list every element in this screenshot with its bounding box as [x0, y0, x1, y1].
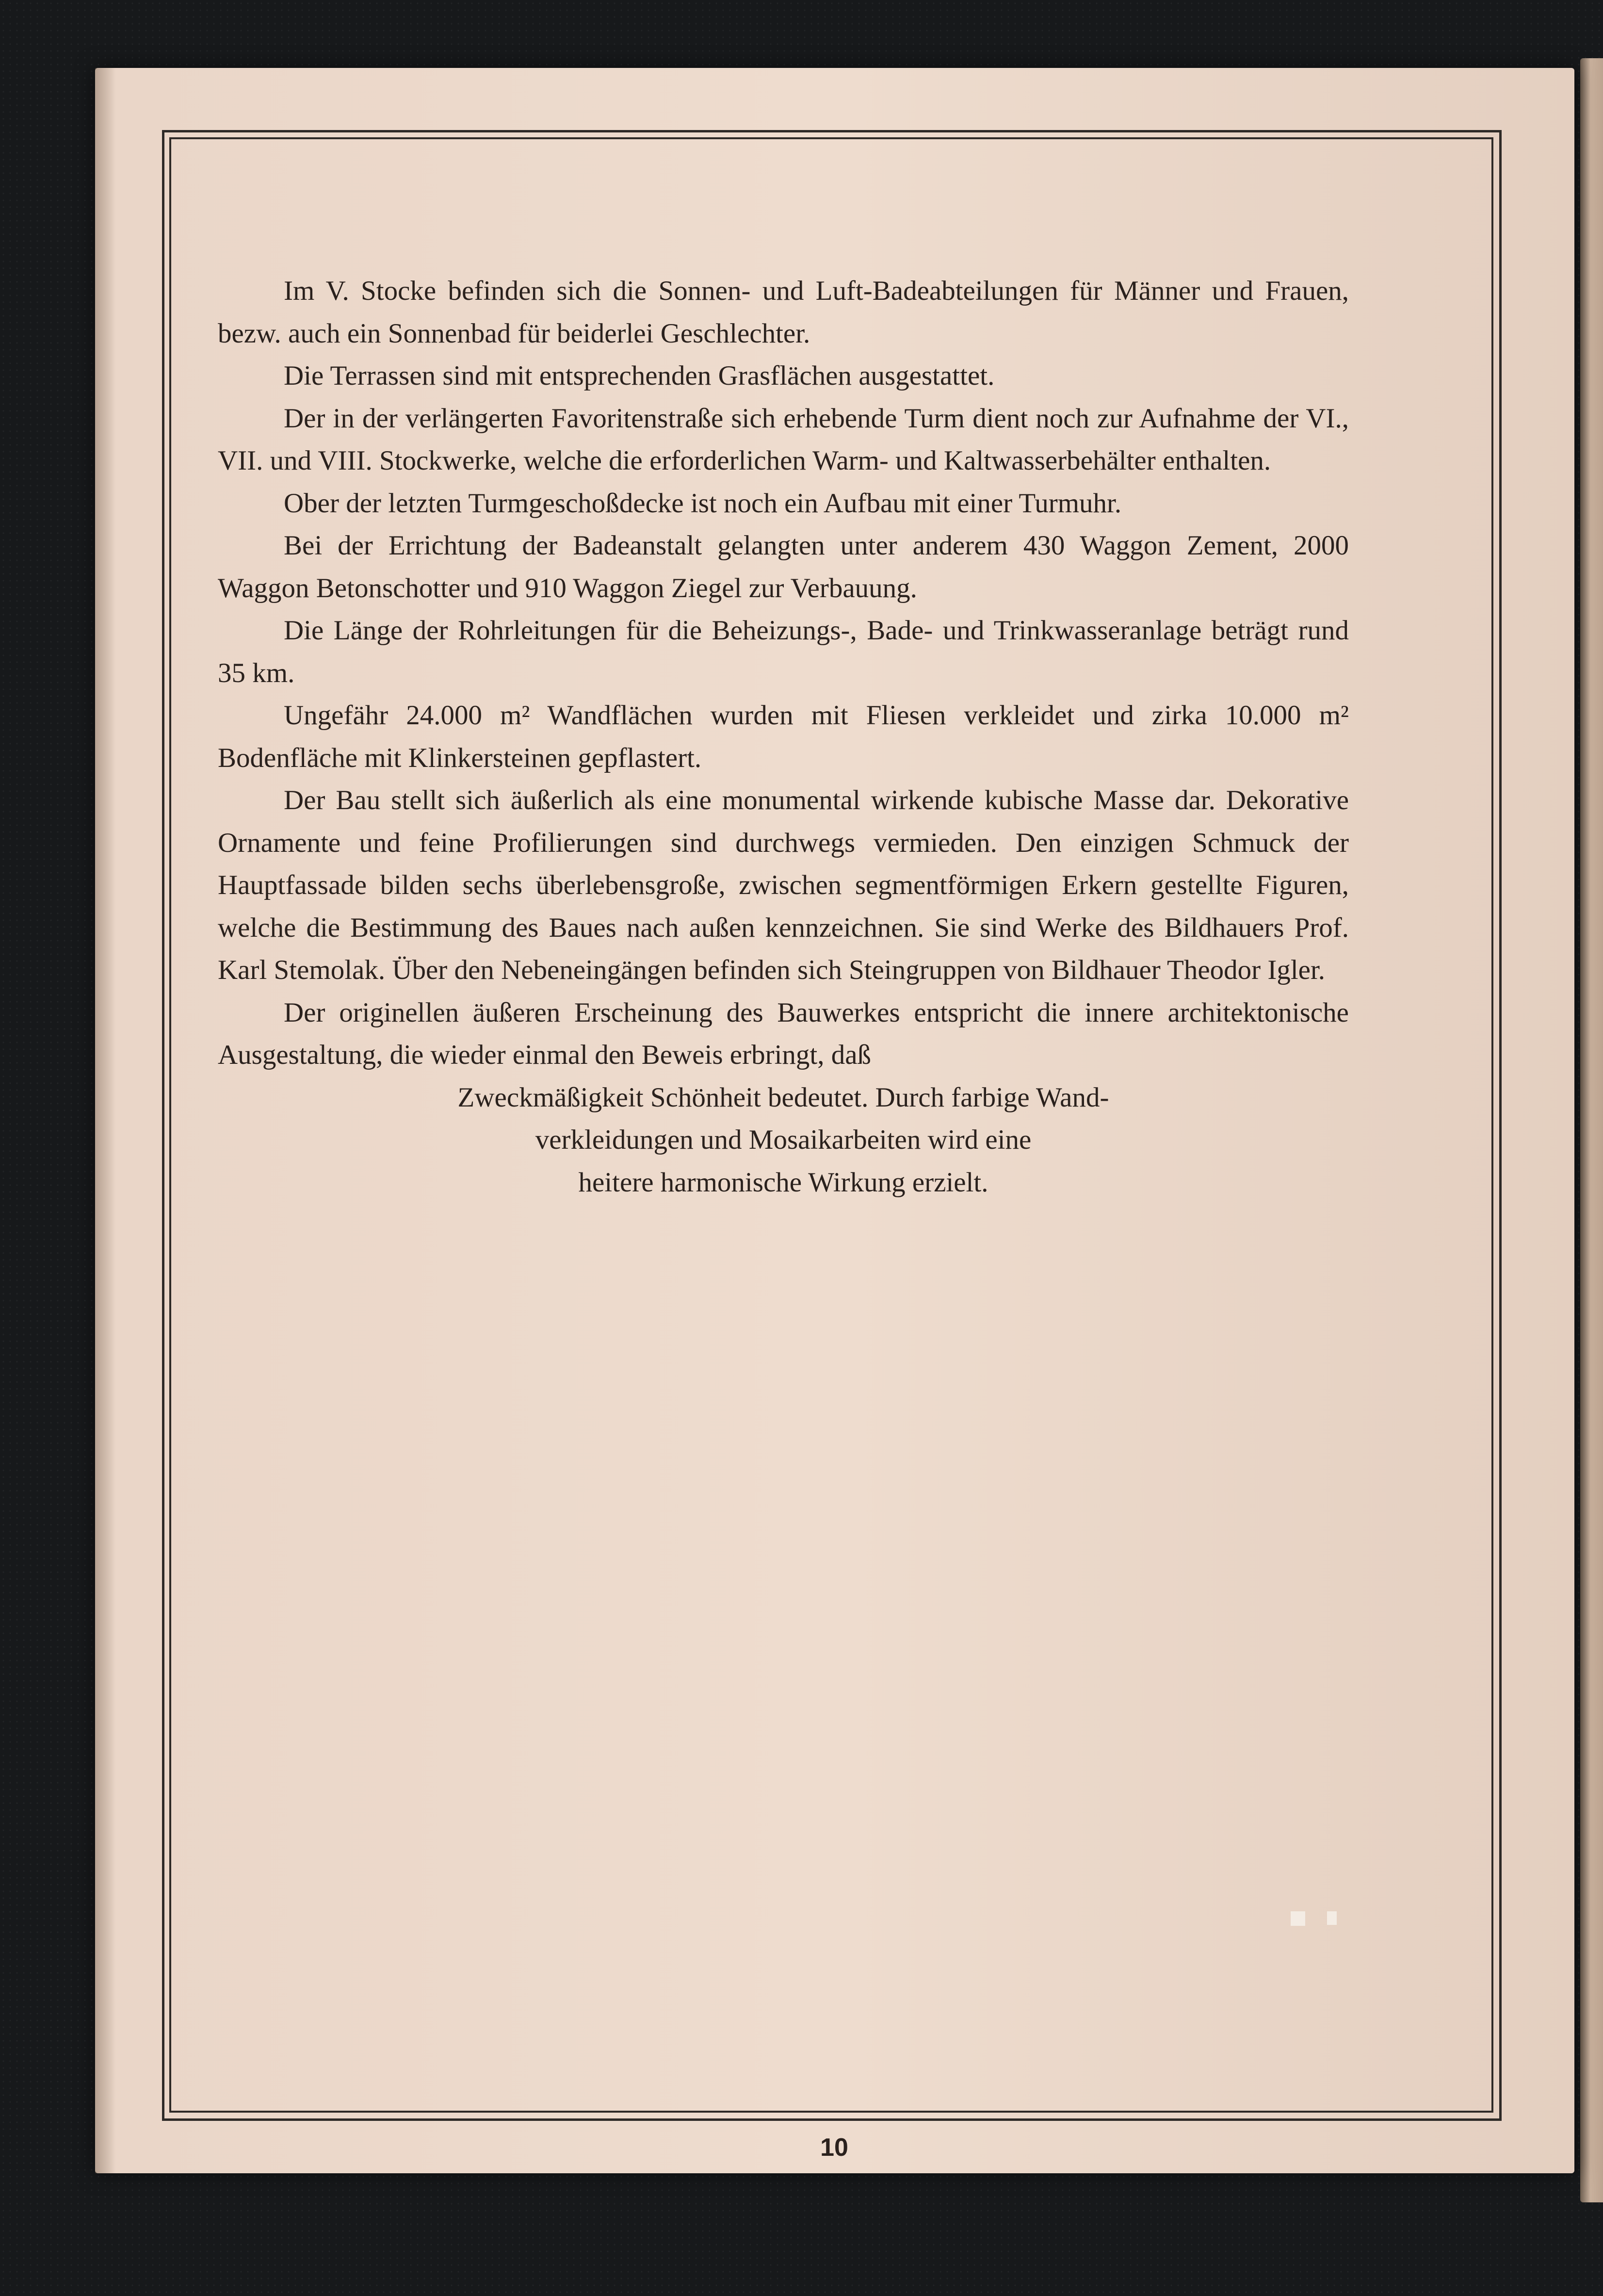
closing-line: heitere harmonische Wirkung erzielt. [578, 1167, 988, 1198]
body-text [218, 270, 1349, 1204]
paragraph: Die Länge der Rohrleitungen für die Beheizungs-, Bade- und Trinkwasseranlage beträgt rund 35 km. [218, 615, 1349, 688]
page-number: 10 [820, 2133, 848, 2162]
paragraph: Der Bau stellt sich äußerlich als eine monumental wirkende kubische Masse dar. Dekorative Ornamente und feine Profilierungen sind durchwegs vermieden. Den einzigen Schmuck der Hauptfassade bilden sechs überlebensgroße, zwischen segmentförmigen Erkern gestellte Figuren, welche die Bestimmung des Baues nach außen kennzeichnen. Sie sind Werke des Bildhauers Prof. Karl Stemolak. Über den Nebeneingängen befinden sich Steingruppen von Bildhauer Theodor Igler. [218, 785, 1349, 985]
paragraph: Der in der verlängerten Favoritenstraße sich erhebende Turm dient noch zur Aufnahme der VI., VII. und VIII. Stockwerke, welche die erforderlichen Warm- und Kaltwasserbehälter enthalten. [218, 403, 1349, 476]
paragraph: Ungefähr 24.000 m² Wandflächen wurden mit Fliesen verkleidet und zirka 10.000 m² Bodenfläche mit Klinkersteinen gepflastert. [218, 700, 1349, 773]
paragraph: Ober der letzten Turmgeschoßdecke ist noch ein Aufbau mit einer Turmuhr. [284, 488, 1122, 519]
paragraph: Im V. Stocke befinden sich die Sonnen- und Luft-Badeabteilungen für Männer und Frauen, bezw. auch ein Sonnenbad für beiderlei Geschlechter. [218, 276, 1349, 349]
page-gutter-shade [95, 68, 116, 2173]
adjacent-page-edge [1580, 58, 1603, 2202]
paragraph: Der originellen äußeren Erscheinung des Bauwerkes entspricht die innere architektonische Ausgestaltung, die wieder einmal den Beweis erbringt, daß [218, 997, 1349, 1070]
closing-line: verkleidungen und Mosaikarbeiten wird eine [535, 1124, 1032, 1155]
paper-speck [1327, 1911, 1337, 1925]
paragraph: Bei der Errichtung der Badeanstalt gelangten unter anderem 430 Waggon Zement, 2000 Waggon Betonschotter und 910 Waggon Ziegel zur Verbauung. [218, 530, 1349, 603]
paper-speck [1291, 1911, 1305, 1926]
paragraph: Die Terrassen sind mit entsprechenden Grasflächen ausgestattet. [284, 360, 995, 391]
closing-line: Zweckmäßigkeit Schönheit bedeutet. Durch farbige Wand- [457, 1082, 1109, 1113]
